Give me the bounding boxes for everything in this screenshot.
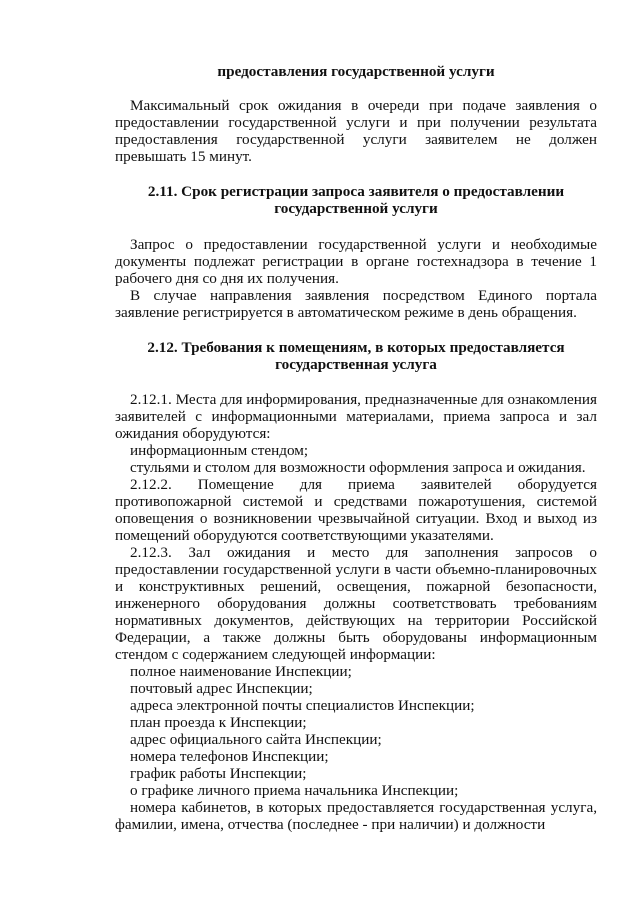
paragraph-wait-time: Максимальный срок ожидания в очереди при подаче заявления о предоставлении государственной услуги и при получении результата предоставления государственной услуги заявителем не должен превышать 15 минут. [115,97,597,165]
paragraph-2-12-3: 2.12.3. Зал ожидания и место для заполнения запросов о предоставлении государственной услуги в части объемно-планировочных и конструктивных решений, освещения, пожарной безопасности, инженерного оборудования должны соответствовать требованиям нормативных документов, действующих на территории Российской Федерации, а также должны быть оборудованы информационным стендом с содержанием следующей информации: [115,544,597,663]
list-item: почтовый адрес Инспекции; [130,680,313,697]
paragraph-registration-portal: В случае направления заявления посредством Единого портала заявление регистрируется в автоматическом режиме в день обращения. [115,287,597,321]
list-item: о графике личного приема начальника Инспекции; [130,782,459,799]
list-item: график работы Инспекции; [130,765,307,782]
paragraph-2-12-2: 2.12.2. Помещение для приема заявителей оборудуется противопожарной системой и средствами пожаротушения, системой оповещения о возникновении чрезвычайной ситуации. Вход и выход из помещений оборудуются соответствующими указателями. [115,476,597,544]
heading-2-11: 2.11. Срок регистрации запроса заявителя о предоставлении государственной услуги [147,183,565,217]
list-item: номера телефонов Инспекции; [130,748,329,765]
list-item: информационным стендом; [130,442,309,459]
list-item: стульями и столом для возможности оформления запроса и ожидания. [130,459,586,476]
section-heading-continued: предоставления государственной услуги [217,63,495,80]
paragraph-offices: номера кабинетов, в которых предоставляется государственная услуга, фамилии, имена, отчества (последнее - при наличии) и должности [115,799,597,833]
list-item: адрес официального сайта Инспекции; [130,731,382,748]
list-item: план проезда к Инспекции; [130,714,307,731]
heading-2-12: 2.12. Требования к помещениям, в которых предоставляется государственная услуга [147,339,565,373]
list-item: полное наименование Инспекции; [130,663,352,680]
paragraph-registration: Запрос о предоставлении государственной услуги и необходимые документы подлежат регистрации в органе гостехнадзора в течение 1 рабочего дня со дня их получения. [115,236,597,287]
list-item: адреса электронной почты специалистов Инспекции; [130,697,475,714]
paragraph-2-12-1: 2.12.1. Места для информирования, предназначенные для ознакомления заявителей с информационными материалами, приема запроса и зал ожидания оборудуются: [115,391,597,442]
